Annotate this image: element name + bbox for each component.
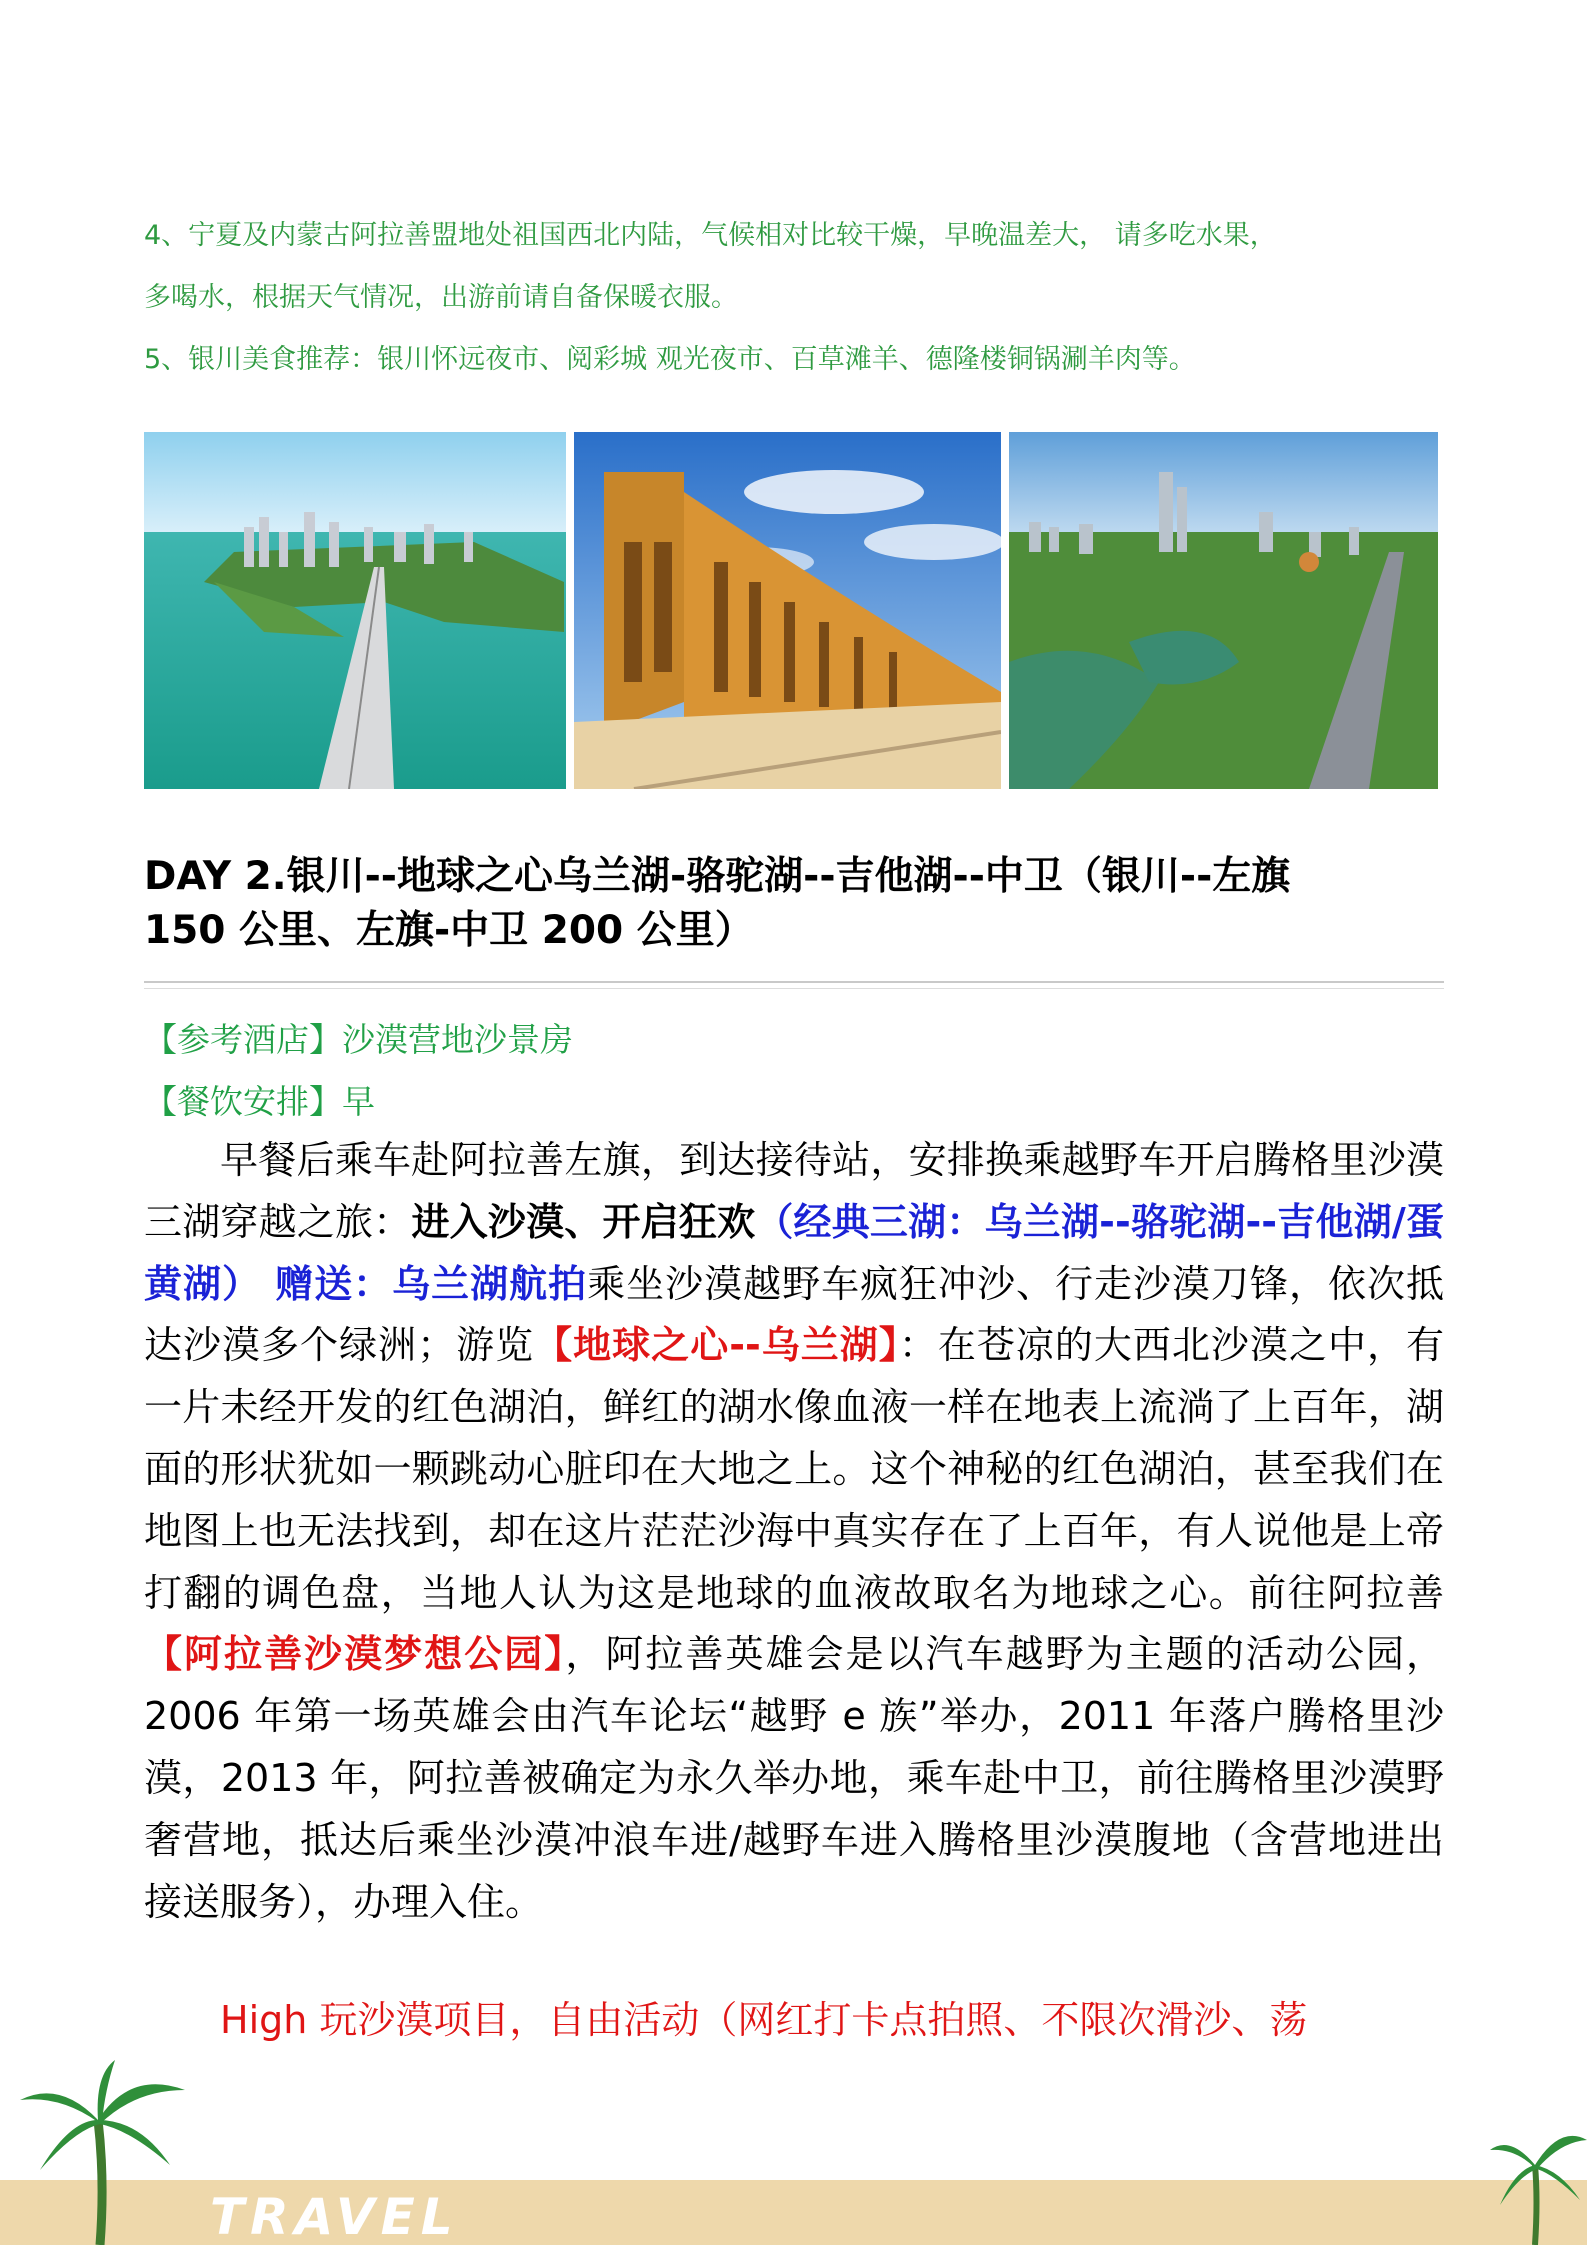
travel-logo: TRAVEL bbox=[210, 2188, 459, 2246]
day-title-line1: 银川--地球之心乌兰湖-骆驼湖--吉他湖--中卫（银川--左旗 bbox=[286, 854, 1291, 899]
travel-tips bbox=[144, 205, 1444, 391]
itinerary-paragraph bbox=[144, 1130, 1444, 1933]
day-title bbox=[144, 850, 1444, 958]
palm-tree-icon bbox=[1490, 2120, 1587, 2245]
colonnade-stadium-photo bbox=[574, 432, 1001, 789]
hotel-info: 【参考酒店】沙漠营地沙景房 bbox=[144, 1020, 573, 1059]
body-segment: ，阿拉善英雄会是以汽车越野为主题的活动公园，2006 年第一场英雄会由汽车论坛“越野 e 族”举办，2011 年落户腾格里沙漠，2013 年，阿拉善被确定为永久举办地，乘车赴中卫，前往腾格里沙漠野奢营地，抵达后乘坐沙漠冲浪车进/越野车进入腾格里沙漠腹地（含营地进出接送服务），办理入住。 bbox=[144, 1632, 1444, 1924]
photo-strip bbox=[144, 432, 1438, 789]
three-lakes-highlight: （经典三湖：乌兰湖--骆驼湖--吉他湖/蛋黄湖） 赠送：乌兰湖航拍 bbox=[144, 1199, 1444, 1306]
dream-park-highlight: 【阿拉善沙漠梦想公园】 bbox=[144, 1632, 566, 1677]
body-segment: 乘坐沙漠越野车疯狂冲沙、行走沙漠刀锋，依次抵达沙漠多个绿洲；游览 bbox=[144, 1261, 1444, 1368]
body-segment: ：在苍凉的大西北沙漠之中，有一片未经开发的红色湖泊，鲜红的湖水像血液一样在地表上流淌了上百年，湖面的形状犹如一颗跳动心脏印在大地之上。这个神秘的红色湖泊，甚至我们在地图上也无法找到，却在这片茫茫沙海中真实存在了上百年，有人说他是上帝打翻的调色盘，当地人认为这是地球的血液故取名为地球之心。前往阿拉善 bbox=[144, 1323, 1444, 1615]
activity-highlight: High 玩沙漠项目，自由活动（网红打卡点拍照、不限次滑沙、荡 bbox=[220, 1998, 1308, 2042]
tip-line: 4、宁夏及内蒙古阿拉善盟地处祖国西北内陆，气候相对比较干燥，早晚温差大， 请多吃水果， bbox=[144, 220, 1277, 251]
day-title-prefix: DAY 2. bbox=[144, 854, 287, 899]
body-bold-segment: 进入沙漠、开启狂欢 bbox=[411, 1199, 756, 1244]
tip-line: 5、银川美食推荐：银川怀远夜市、阅彩城 观光夜市、百草滩羊、德隆楼铜锅涮羊肉等。 bbox=[144, 344, 1196, 375]
palm-tree-icon bbox=[20, 2060, 190, 2245]
heart-of-earth-highlight: 【地球之心--乌兰湖】 bbox=[534, 1323, 899, 1368]
day-title-line2: 150 公里、左旗-中卫 200 公里） bbox=[144, 908, 754, 953]
tip-line: 多喝水，根据天气情况，出游前请自备保暖衣服。 bbox=[144, 282, 738, 313]
city-skyline-canal-photo bbox=[1009, 432, 1438, 789]
section-divider bbox=[144, 981, 1444, 989]
meal-info: 【餐饮安排】早 bbox=[144, 1082, 375, 1121]
body-segment: 早餐后乘车赴阿拉善左旗，到达接待站，安排换乘越野车开启腾格里沙漠三湖穿越之旅： bbox=[144, 1138, 1444, 1244]
lake-city-bridge-photo bbox=[144, 432, 566, 789]
